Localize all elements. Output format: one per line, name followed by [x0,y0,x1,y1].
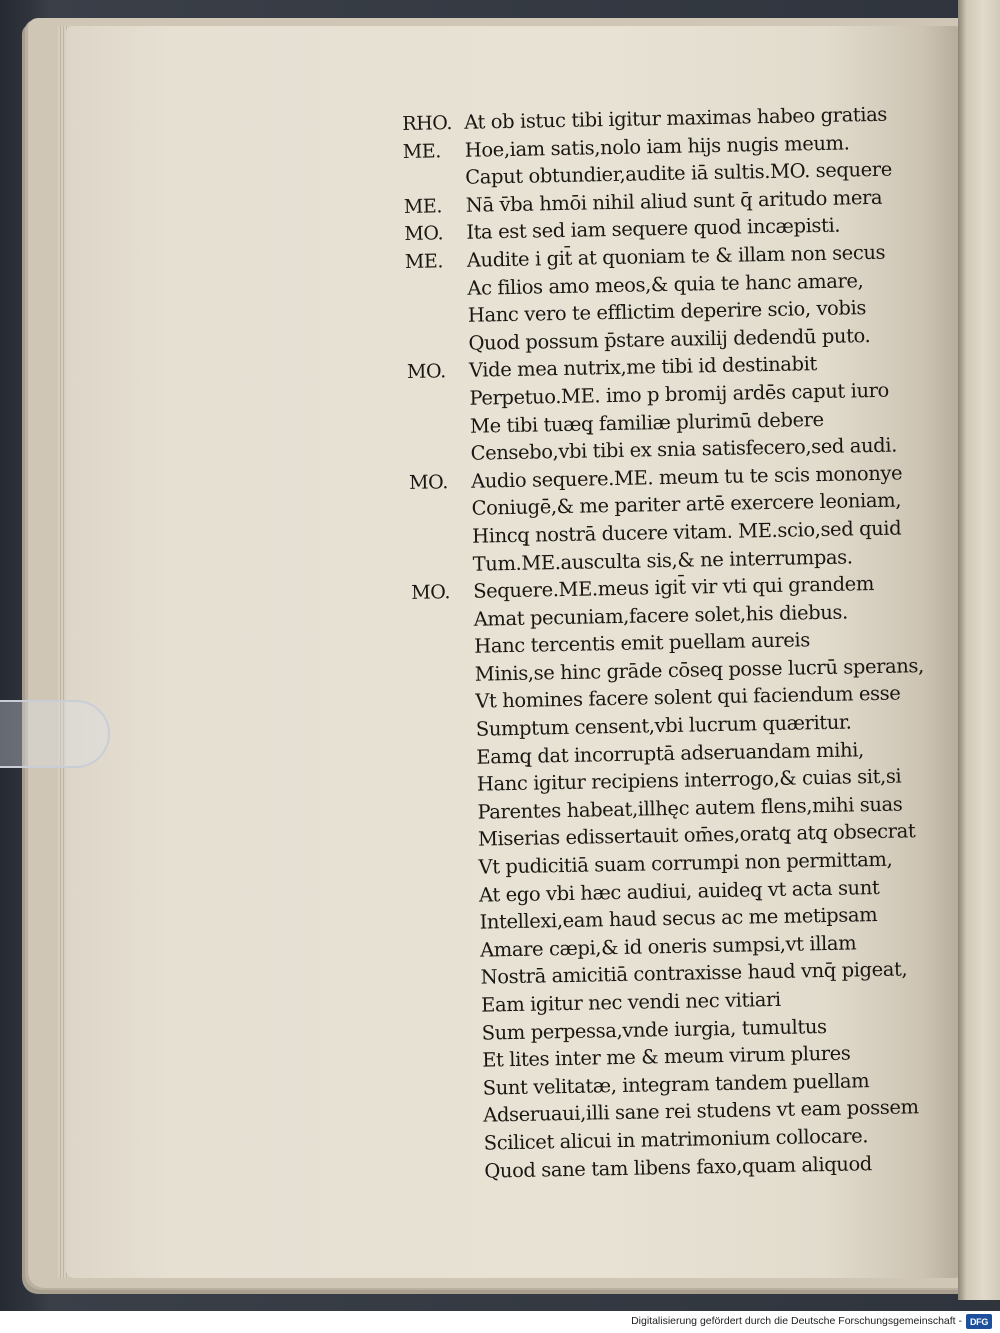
line-text: Tum.ME.ausculta sis,& ne interrumpas. [472,544,853,576]
line-text: At ob istuc tibi igitur maximas habeo gratias [463,102,888,134]
line-text: Perpetuo.ME. imo p bromij ardēs caput iuro [469,378,890,410]
line-text: Adseruaui,illi sane rei studens vt eam possem [483,1095,919,1127]
speaker-label [421,1094,483,1095]
line-text: Censebo,vbi tibi ex snia satisfecero,sed audi. [470,433,898,465]
speaker-label [415,791,477,792]
line-text: Eamq̧ dat incorruptā adseruandam mihi, [476,737,864,769]
line-text: Parentes habeat,illhęc autem flens,mihi suas [477,792,903,824]
speaker-label [403,184,465,185]
speaker-label [416,846,478,847]
speaker-label [409,460,471,461]
line-text: Sunt velitatæ, integram tandem puellam [482,1068,870,1100]
line-text: Amare cæpi,& id oneris sumpsi,vt illam [479,931,857,962]
speaker-label [416,819,478,820]
speaker-label: ME. [403,195,443,218]
speaker-label [407,350,469,351]
line-text: Caput obtundier,audite iā sultis.MO. sequere [465,157,893,189]
speaker-label [421,1122,483,1123]
speaker-label [422,1150,484,1151]
speaker-label [418,929,480,930]
speaker-label [415,763,477,764]
facing-page-edge [958,0,1000,1300]
speaker-label [413,708,475,709]
speaker-label [418,956,480,957]
line-text: Quod possum p̄stare auxilij dedendū puto. [468,323,871,355]
clip-holder [0,700,110,768]
line-text: Sum perpessa,vnde iurgia, tumultus [481,1014,827,1045]
line-text: Eam igitur nec vendi nec vitiari [480,987,781,1017]
footer-credit: Digitalisierung gefördert durch die Deutsche Forschungsgemeinschaft - [631,1315,962,1327]
line-text: Sumptum censent,vbi lucrum quæritur. [475,710,852,741]
dfg-logo-icon: DFG [966,1314,992,1329]
speaker-label [413,681,475,682]
speaker-label [412,625,474,626]
speaker-label [411,570,473,571]
line-text: Hanc tercentis emit puellam aureis [474,628,811,658]
line-text: Minis,se hinc grāde cōseq posse lucrū sperans, [474,653,925,686]
line-text: Vt pudicitiā suam corrumpi non permittam, [478,847,893,879]
speaker-label [408,405,470,406]
line-text: Nostrā amicitiā contraxisse haud vnq̄ pigeat, [480,957,908,990]
line-text: Vt homines facere solent qui faciendum esse [475,682,901,714]
speaker-label [422,1177,484,1178]
line-text: At ego vbi hæc audiui, auideq̧ vt acta sunt [478,875,880,907]
line-text: Scilicet alicui in matrimonium collocare. [483,1124,869,1155]
speaker-label [406,322,468,323]
speaker-label [406,294,468,295]
line-text: Audio sequere.ME. meum tu te scis mononye [470,461,903,493]
line-text: Hanc igitur recipiens interrogo,& cuias sit,si [476,764,902,796]
line-text: Vide mea nutrix,me tibi id destinabit [468,352,818,383]
speaker-label [419,984,481,985]
line-text: Ita est sed iam sequere quod incæpisti. [466,213,841,245]
speaker-label [417,901,479,902]
speaker-label [420,1067,482,1068]
speaker-label [412,653,474,654]
speaker-label: MO. [406,360,446,384]
speaker-label: MO. [404,222,444,246]
line-text: Hincq̧ nostrā ducere vitam. ME.scio,sed quid [471,516,902,548]
line-text: Et lites inter me & meum virum plures [481,1041,851,1072]
line-text: Amat pecuniam,facere solet,his diebus. [473,600,848,631]
line-text: Sequere.ME.meus igit̄ vir vti qui grandem [472,572,875,603]
speaker-label [414,736,476,737]
speaker-label: RHO. [402,112,453,135]
speaker-label [420,1039,482,1040]
speaker-label: MO. [411,581,451,605]
line-text: Ac filios amo meos,& quia te hanc amare, [467,268,864,300]
speaker-label [410,543,472,544]
speaker-label: ME. [404,250,444,273]
speaker-label [408,432,470,433]
speaker-label [410,515,472,516]
line-text: Nā v̄ba hmōi nihil aliud sunt q̄ aritudo mera [465,185,883,217]
speaker-label: ME. [402,139,442,163]
line-text: Hanc vero te efflictim deperire scio, vobis [467,296,867,327]
speaker-label [419,1012,481,1013]
line-text: Intellexi,eam haud secus ac me metipsam [479,903,878,934]
speaker-label [417,874,479,875]
footer-bar [0,1311,1000,1333]
line-text: Coniugē,& me pariter artē exercere leoniam, [471,488,902,521]
text-block [402,102,963,1188]
line-text: Me tibi tuæq̧ familiæ plurimū debere [469,407,824,438]
line-text: Miserias edissertauit om̄es,oratq̧ atq̧ obsecrat [477,819,916,852]
speaker-label: MO. [408,470,449,494]
line-text: Quod sane tam libens faxo,quam aliquod [484,1151,873,1183]
line-text: Audite i git̄ at quoniam te & illam non secus [466,240,886,272]
line-text: Hoe,iam satis,nolo iam hijs nugis meum. [464,131,850,162]
